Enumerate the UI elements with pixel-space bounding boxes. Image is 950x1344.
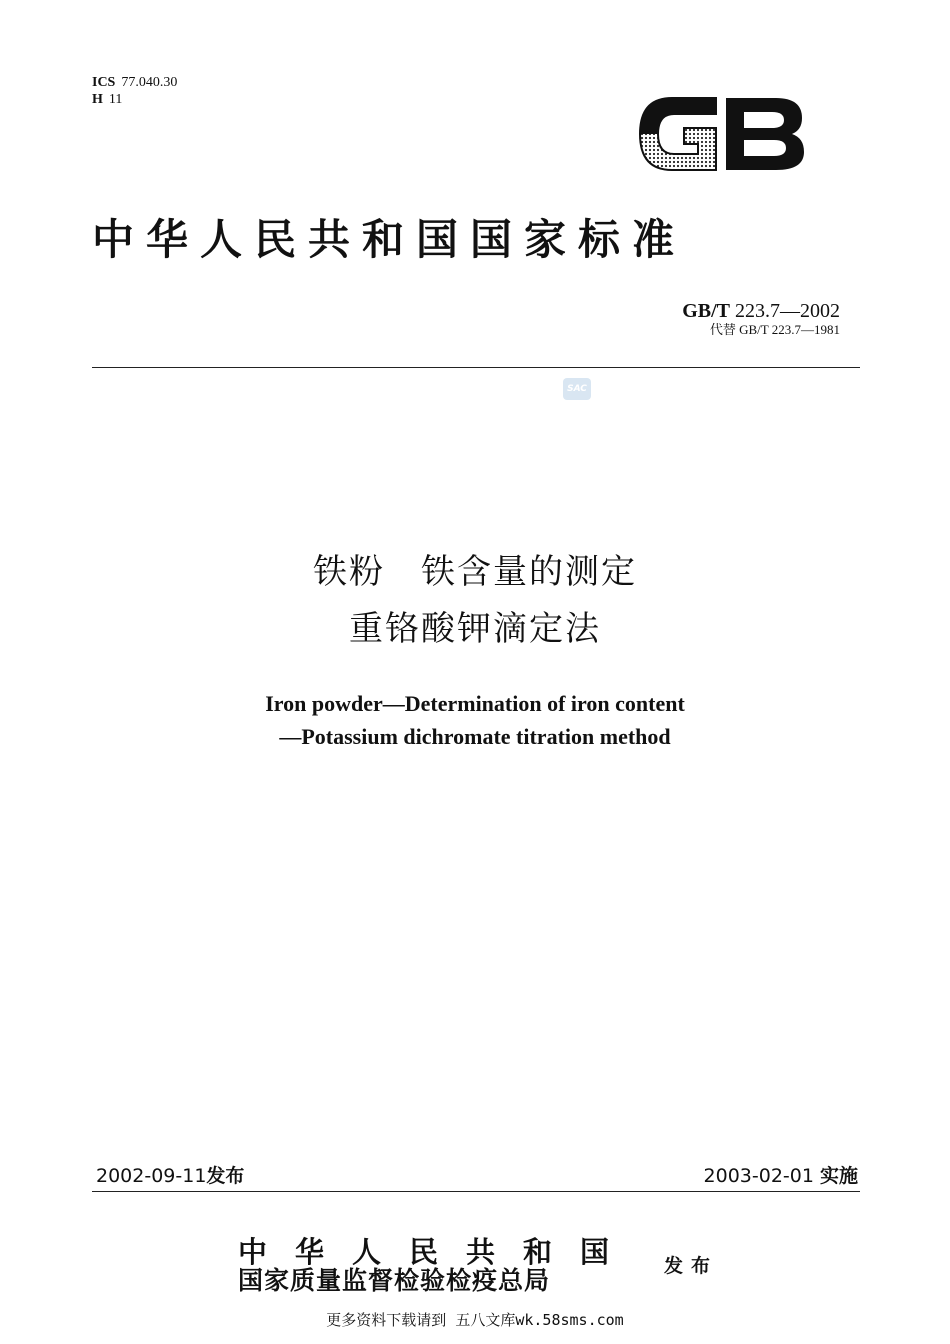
standard-number	[682, 300, 840, 322]
effective-date	[704, 1161, 858, 1188]
page-title: 中华人民共和国国家标准	[92, 215, 687, 264]
classification-codes	[92, 74, 177, 108]
english-title-line-2: —Potassium dichromate titration method	[279, 724, 671, 749]
effective-date-value: 2003-02-01	[703, 1165, 814, 1187]
ccs-label: H	[92, 92, 103, 107]
ics-label: ICS	[92, 75, 116, 90]
standard-prefix: GB/T	[682, 300, 730, 322]
issue-date-value: 2002-09-11	[96, 1165, 207, 1187]
header-divider	[92, 367, 860, 368]
chinese-title-line-2: 重铬酸钾滴定法	[349, 609, 601, 649]
ccs-line	[92, 91, 177, 108]
issue-date	[96, 1161, 244, 1188]
effective-date-label: 实施	[819, 1165, 858, 1187]
ics-code: 77.040.30	[121, 75, 178, 90]
logo-text: GB	[636, 88, 638, 89]
download-footer: 更多资料下载请到 五八文库wk.58sms.com	[326, 1311, 624, 1329]
standard-number-block	[682, 300, 840, 338]
publisher-line-2: 国家质量监督检验检疫总局	[238, 1266, 551, 1295]
chinese-title-line-1: 铁粉 铁含量的测定	[313, 552, 637, 592]
publish-action: 发布	[664, 1255, 719, 1277]
replaces-note: 代替 GB/T 223.7—1981	[709, 322, 840, 337]
sac-watermark: SAC	[563, 378, 591, 400]
footer-divider	[92, 1191, 860, 1192]
issue-date-label: 发布	[206, 1165, 245, 1187]
gb-logo-icon	[636, 88, 808, 180]
standard-code: 223.7—2002	[735, 300, 840, 322]
ccs-code: 11	[108, 92, 123, 107]
english-title-line-1: Iron powder—Determination of iron content	[265, 691, 685, 716]
publisher-line-1: 中华人民共和国	[238, 1235, 638, 1269]
ics-line	[92, 74, 177, 91]
